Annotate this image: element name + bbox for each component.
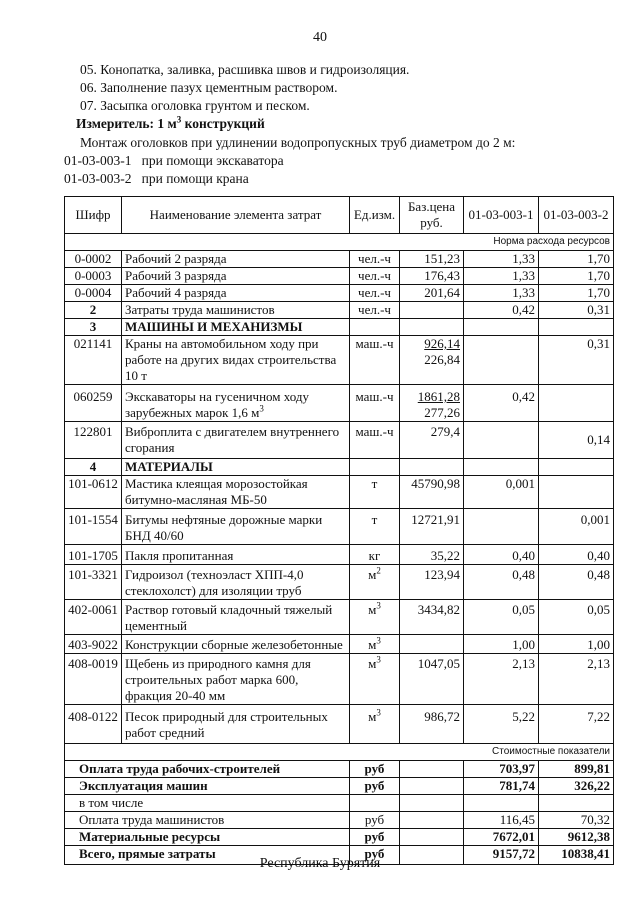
cell-v1 (464, 336, 539, 385)
unit-sup: 3 (376, 707, 381, 718)
cell-v2 (539, 385, 614, 422)
total-v1: 9157,72 (464, 846, 539, 865)
cell-name: Конструкции сборные железобетонные (122, 635, 350, 654)
totals-row (65, 795, 614, 812)
cell-v2: 1,70 (539, 285, 614, 302)
cell-code: 0-0004 (65, 285, 122, 302)
cell-unit (350, 654, 400, 705)
cell-price: 45790,98 (400, 476, 464, 509)
cell-price (400, 302, 464, 319)
totals-row (65, 829, 614, 846)
variant-line (64, 171, 249, 187)
total-name: Оплата труда рабочих-строителей (65, 761, 350, 778)
total-v2: 70,32 (539, 812, 614, 829)
cell-v1: 0,40 (464, 545, 539, 565)
cell-code: 402-0061 (65, 600, 122, 635)
total-v1: 703,97 (464, 761, 539, 778)
total-price (400, 761, 464, 778)
cell-v1: 0,001 (464, 476, 539, 509)
cell-v2 (539, 476, 614, 509)
cell-price: 3434,82 (400, 600, 464, 635)
cell-name: Битумы нефтяные дорожные марки БНД 40/60 (122, 509, 350, 545)
total-unit (350, 795, 400, 812)
intro-item: 07. Засыпка оголовка грунтом и песком. (80, 98, 310, 113)
cell-price (400, 336, 464, 385)
unit-text: м (368, 637, 377, 652)
cell-unit: чел.-ч (350, 251, 400, 268)
cell-name: Щебень из природного камня для строительных работ марка 600, фракция 20-40 мм (122, 654, 350, 705)
total-price (400, 778, 464, 795)
table-row (65, 385, 614, 422)
section-title: МАШИНЫ И МЕХАНИЗМЫ (122, 319, 350, 336)
unit-sup: 3 (376, 635, 381, 646)
total-name: Оплата труда машинистов (65, 812, 350, 829)
cell-code: 060259 (65, 385, 122, 422)
cell-v2: 1,70 (539, 268, 614, 285)
total-v2: 9612,38 (539, 829, 614, 846)
cell-v1: 1,33 (464, 251, 539, 268)
name-sup: 3 (259, 403, 264, 414)
cell-unit (350, 600, 400, 635)
table-row (65, 600, 614, 635)
cell-price: 986,72 (400, 705, 464, 744)
cell-v1: 0,42 (464, 302, 539, 319)
table-row (65, 285, 614, 302)
cell-v1: 0,05 (464, 600, 539, 635)
total-v1: 7672,01 (464, 829, 539, 846)
cell-code: 3 (65, 319, 122, 336)
unit-text: м (368, 709, 377, 724)
cell-name: Гидроизол (техноэласт ХПП-4,0 стеклохолст) для изоляции труб (122, 565, 350, 600)
cell-code: 101-1705 (65, 545, 122, 565)
cell-code: 408-0019 (65, 654, 122, 705)
norm-band: Норма расхода ресурсов (65, 234, 614, 251)
cell-unit: кг (350, 545, 400, 565)
section-row (65, 459, 614, 476)
total-unit: руб (350, 846, 400, 865)
table-row (65, 476, 614, 509)
cell-v2: 0,001 (539, 509, 614, 545)
cell-code: 101-1554 (65, 509, 122, 545)
cell-name: Раствор готовый кладочный тяжелый цементный (122, 600, 350, 635)
table-row (65, 654, 614, 705)
section-title: МАТЕРИАЛЫ (122, 459, 350, 476)
cell-v1: 0,48 (464, 565, 539, 600)
cell-code: 408-0122 (65, 705, 122, 744)
cell-unit: чел.-ч (350, 268, 400, 285)
intro-item: 06. Заполнение пазух цементным раствором. (80, 80, 338, 95)
cell-price: 1047,05 (400, 654, 464, 705)
totals-row (65, 761, 614, 778)
cell-v1: 5,22 (464, 705, 539, 744)
measure-sup: 3 (176, 114, 182, 125)
variant-line (64, 153, 284, 169)
variant-text: при помощи крана (141, 171, 249, 186)
cell-name: Затраты труда машинистов (122, 302, 350, 319)
total-price (400, 829, 464, 846)
header-variant-1: 01-03-003-1 (464, 197, 539, 234)
variant-code: 01-03-003-2 (64, 171, 132, 186)
total-unit: руб (350, 761, 400, 778)
cell-v1: 1,33 (464, 285, 539, 302)
cell-code: 021141 (65, 336, 122, 385)
cell-v2: 7,22 (539, 705, 614, 744)
cell-price: 12721,91 (400, 509, 464, 545)
cell-price: 151,23 (400, 251, 464, 268)
cell-v1: 1,33 (464, 268, 539, 285)
variant-text: при помощи экскаватора (141, 153, 284, 168)
cell-code: 101-0612 (65, 476, 122, 509)
table-row (65, 422, 614, 459)
cell-unit: т (350, 476, 400, 509)
total-v1 (464, 795, 539, 812)
cell-unit: маш.-ч (350, 336, 400, 385)
cell-v1: 1,00 (464, 635, 539, 654)
table-row (65, 545, 614, 565)
cell-unit: маш.-ч (350, 422, 400, 459)
total-unit: руб (350, 812, 400, 829)
totals-row (65, 812, 614, 829)
total-name: Эксплуатация машин (65, 778, 350, 795)
cell-code: 2 (65, 302, 122, 319)
cell-name: Пакля пропитанная (122, 545, 350, 565)
cell-v2: 0,14 (539, 422, 614, 459)
header-price: Баз.цена руб. (400, 197, 464, 234)
cell-name: Рабочий 2 разряда (122, 251, 350, 268)
cell-price: 279,4 (400, 422, 464, 459)
cell-name: Мастика клеящая морозостойкая битумно-масляная МБ-50 (122, 476, 350, 509)
cell-unit (350, 565, 400, 600)
cell-v1: 0,42 (464, 385, 539, 422)
cell-unit: маш.-ч (350, 385, 400, 422)
cell-price: 201,64 (400, 285, 464, 302)
cell-v2: 2,13 (539, 654, 614, 705)
price-base: 277,26 (424, 405, 460, 420)
cell-name (122, 385, 350, 422)
variant-code: 01-03-003-1 (64, 153, 132, 168)
cell-unit (350, 705, 400, 744)
cell-unit (350, 635, 400, 654)
table-row (65, 302, 614, 319)
total-v2: 10838,41 (539, 846, 614, 865)
section-row (65, 319, 614, 336)
total-price (400, 795, 464, 812)
header-unit: Ед.изм. (350, 197, 400, 234)
cell-v1: 2,13 (464, 654, 539, 705)
total-name: Всего, прямые затраты (65, 846, 350, 865)
totals-row (65, 778, 614, 795)
header-code: Шифр (65, 197, 122, 234)
total-v2: 899,81 (539, 761, 614, 778)
measure-line (76, 116, 265, 132)
cell-code: 403-9022 (65, 635, 122, 654)
total-v1: 781,74 (464, 778, 539, 795)
header-name: Наименование элемента затрат (122, 197, 350, 234)
cell-v2: 0,31 (539, 302, 614, 319)
total-name: в том числе (65, 795, 350, 812)
total-v1: 116,45 (464, 812, 539, 829)
total-name: Материальные ресурсы (65, 829, 350, 846)
cell-code: 0-0002 (65, 251, 122, 268)
cell-code: 4 (65, 459, 122, 476)
cell-unit: т (350, 509, 400, 545)
table-row (65, 251, 614, 268)
total-unit: руб (350, 829, 400, 846)
page-footer: Республика Бурятия (259, 856, 381, 871)
cost-band-row (65, 744, 614, 761)
table-row (65, 705, 614, 744)
cell-price: 123,94 (400, 565, 464, 600)
resource-table (64, 196, 614, 865)
page-number: 40 (313, 30, 327, 45)
price-current: 926,14 (424, 336, 460, 351)
cell-name: Рабочий 3 разряда (122, 268, 350, 285)
total-price (400, 812, 464, 829)
table-header-row (65, 197, 614, 234)
cell-v1 (464, 509, 539, 545)
unit-sup: 3 (376, 600, 381, 611)
cell-name: Виброплита с двигателем внутреннего сгорания (122, 422, 350, 459)
table-row (65, 565, 614, 600)
name-text: Экскаваторы на гусеничном ходу зарубежных марок 1,6 м (125, 389, 310, 420)
cell-code: 0-0003 (65, 268, 122, 285)
cell-price: 176,43 (400, 268, 464, 285)
table-row (65, 268, 614, 285)
cell-name: Песок природный для строительных работ средний (122, 705, 350, 744)
cell-v2: 0,05 (539, 600, 614, 635)
cell-v2: 0,40 (539, 545, 614, 565)
cell-code: 101-3321 (65, 565, 122, 600)
cell-unit: чел.-ч (350, 285, 400, 302)
cell-v2: 1,70 (539, 251, 614, 268)
price-base: 226,84 (424, 352, 460, 367)
total-v2 (539, 795, 614, 812)
cell-v2: 1,00 (539, 635, 614, 654)
header-variant-2: 01-03-003-2 (539, 197, 614, 234)
cell-code: 122801 (65, 422, 122, 459)
cell-v1 (464, 422, 539, 459)
cell-name: Краны на автомобильном ходу при работе на других видах строительства 10 т (122, 336, 350, 385)
unit-text: м (368, 656, 377, 671)
cost-band: Стоимостные показатели (65, 744, 614, 761)
intro-item: 05. Конопатка, заливка, расшивка швов и гидроизоляция. (80, 62, 410, 77)
cell-name: Рабочий 4 разряда (122, 285, 350, 302)
total-unit: руб (350, 778, 400, 795)
table-row (65, 336, 614, 385)
cell-unit: чел.-ч (350, 302, 400, 319)
cell-price: 35,22 (400, 545, 464, 565)
cell-price (400, 635, 464, 654)
total-v2: 326,22 (539, 778, 614, 795)
unit-sup: 3 (376, 654, 381, 665)
norm-band-row (65, 234, 614, 251)
table-row (65, 509, 614, 545)
unit-sup: 2 (376, 565, 381, 576)
measure-label: Измеритель: 1 м (76, 116, 177, 131)
cell-v2: 0,48 (539, 565, 614, 600)
unit-text: м (368, 567, 377, 582)
unit-text: м (368, 602, 377, 617)
table-row (65, 635, 614, 654)
cell-v2: 0,31 (539, 336, 614, 385)
cell-price (400, 385, 464, 422)
measure-tail: конструкций (181, 116, 265, 131)
section-subtitle: Монтаж оголовков при удлинении водопропускных труб диаметром до 2 м: (80, 135, 516, 150)
price-current: 1861,28 (417, 389, 460, 404)
